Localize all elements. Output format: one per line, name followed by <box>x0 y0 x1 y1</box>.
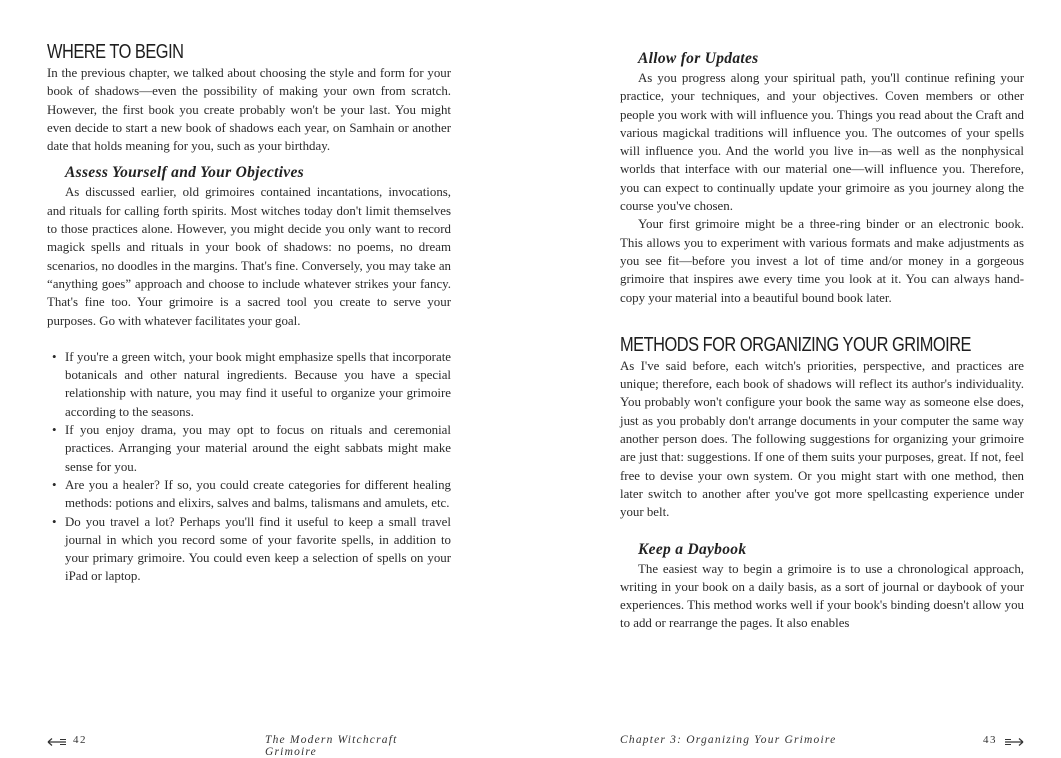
arrow-ornament-left-icon <box>47 737 67 747</box>
bullet-dot-icon: • <box>52 349 57 364</box>
section-heading-where-to-begin: WHERE TO BEGIN <box>47 41 184 63</box>
left-page-footer <box>47 734 451 758</box>
assess-paragraph: As discussed earlier, old grimoires contained incantations, invocations, and rituals for calling forth spirits. Most witches today don't limit themselves to those practices alone. However, you might decide you only want to record magick spells and rituals in your book of shadows: no poems, no dream scenarios, no doodles in the margins. That's fine. Conversely, you may take an “anything goes” approach and choose to include whatever strikes your fancy. That's fine too. Your grimoire is a sacred tool you create to serve your purposes. Go with whatever facilitates your goal. <box>47 185 451 328</box>
bullet-item-travel <box>47 513 451 586</box>
methods-paragraph: As I've said before, each witch's priorities, perspective, and practices are unique; therefore, each book of shadows will reflect its author's individuality. You probably won't configure your book the same way as someone else does, just as you probably don't arrange documents in your computer the same way another person does. The following suggestions for organizing your grimoire are just that: suggestions. If one of them suits your purposes, great. If not, feel free to devise your own system. Or you might start with one method, then later switch to another after you've got more spellcasting experience under your belt. <box>620 358 1024 520</box>
intro-paragraph: In the previous chapter, we talked about choosing the style and form for your book of shadows—even the possibility of making your own from scratch. However, the first book you create probably won't be your last. You might even decide to start a new book of shadows each year, on Samhain or another date that holds meaning for you, such as your birthday. <box>47 66 451 154</box>
bullet-text: Are you a healer? If so, you could create categories for different healing methods: potions and elixirs, salves and balms, talismans and amulets, etc. <box>65 477 451 511</box>
arrow-ornament-right-icon <box>1004 737 1024 747</box>
subheading-keep-a-daybook: Keep a Daybook <box>638 540 747 558</box>
left-page-content <box>47 40 451 586</box>
right-page-footer <box>620 734 1024 750</box>
bullet-list <box>47 348 451 586</box>
bullet-text: Do you travel a lot? Perhaps you'll find it useful to keep a small travel journal in which you record some of your favorite spells, in addition to your primary grimoire. You could even keep a selection of spells on your iPad or laptop. <box>65 514 451 584</box>
right-page <box>620 0 1024 752</box>
bullet-item-healer <box>47 476 451 513</box>
bullet-text: If you enjoy drama, you may opt to focus on rituals and ceremonial practices. Arranging your material around the eight sabbats might make sense for you. <box>65 423 451 474</box>
bullet-dot-icon: • <box>52 477 57 492</box>
right-page-content <box>620 49 1024 633</box>
running-head-book-title: The Modern Witchcraft Grimoire <box>265 734 398 758</box>
updates-paragraph-1: As you progress along your spiritual path, you'll continue refining your practice, your techniques, and your objectives. Coven members or other people you work with will influence you. Things you read about the Craft and various magickal traditions will influence you. The outcomes of your spells will influence you. And the world you live in—as well as the nonphysical worlds that interface with our material one—will influence you. Therefore, you can expect to continually update your grimoire as you journey along the course you've chosen. <box>620 71 1024 214</box>
section-heading-methods: METHODS FOR ORGANIZING YOUR GRIMOIRE <box>620 333 972 356</box>
running-head-chapter-title: Chapter 3: Organizing Your Grimoire <box>620 734 837 746</box>
page-number-right: 43 <box>983 734 997 746</box>
daybook-paragraph: The easiest way to begin a grimoire is to use a chronological approach, writing in your book on a daily basis, as a sort of journal or daybook of your experiences. This method works well if your book's binding doesn't allow you to add or rearrange the pages. It also enables <box>620 561 1024 631</box>
subheading-allow-for-updates: Allow for Updates <box>638 50 759 67</box>
updates-paragraph-2: Your first grimoire might be a three-ring binder or an electronic book. This allows you to experiment with various formats and make adjustments as you see fit—before you invest a lot of time and/or money in a gorgeous grimoire that inspires awe every time you look at it. You can always hand-copy your material into a beautiful bound book later. <box>620 217 1024 305</box>
bullet-dot-icon: • <box>52 514 57 529</box>
bullet-item-drama <box>47 421 451 476</box>
subheading-assess-yourself: Assess Yourself and Your Objectives <box>65 164 305 182</box>
left-page <box>47 0 451 758</box>
page-number-left: 42 <box>73 734 87 746</box>
bullet-text: If you're a green witch, your book might emphasize spells that incorporate botanicals and other natural ingredients. Because you have a special relationship with nature, you may find it useful to organize your grimoire according to the seasons. <box>65 349 451 419</box>
bullet-dot-icon: • <box>52 423 57 438</box>
bullet-item-green-witch <box>47 348 451 421</box>
